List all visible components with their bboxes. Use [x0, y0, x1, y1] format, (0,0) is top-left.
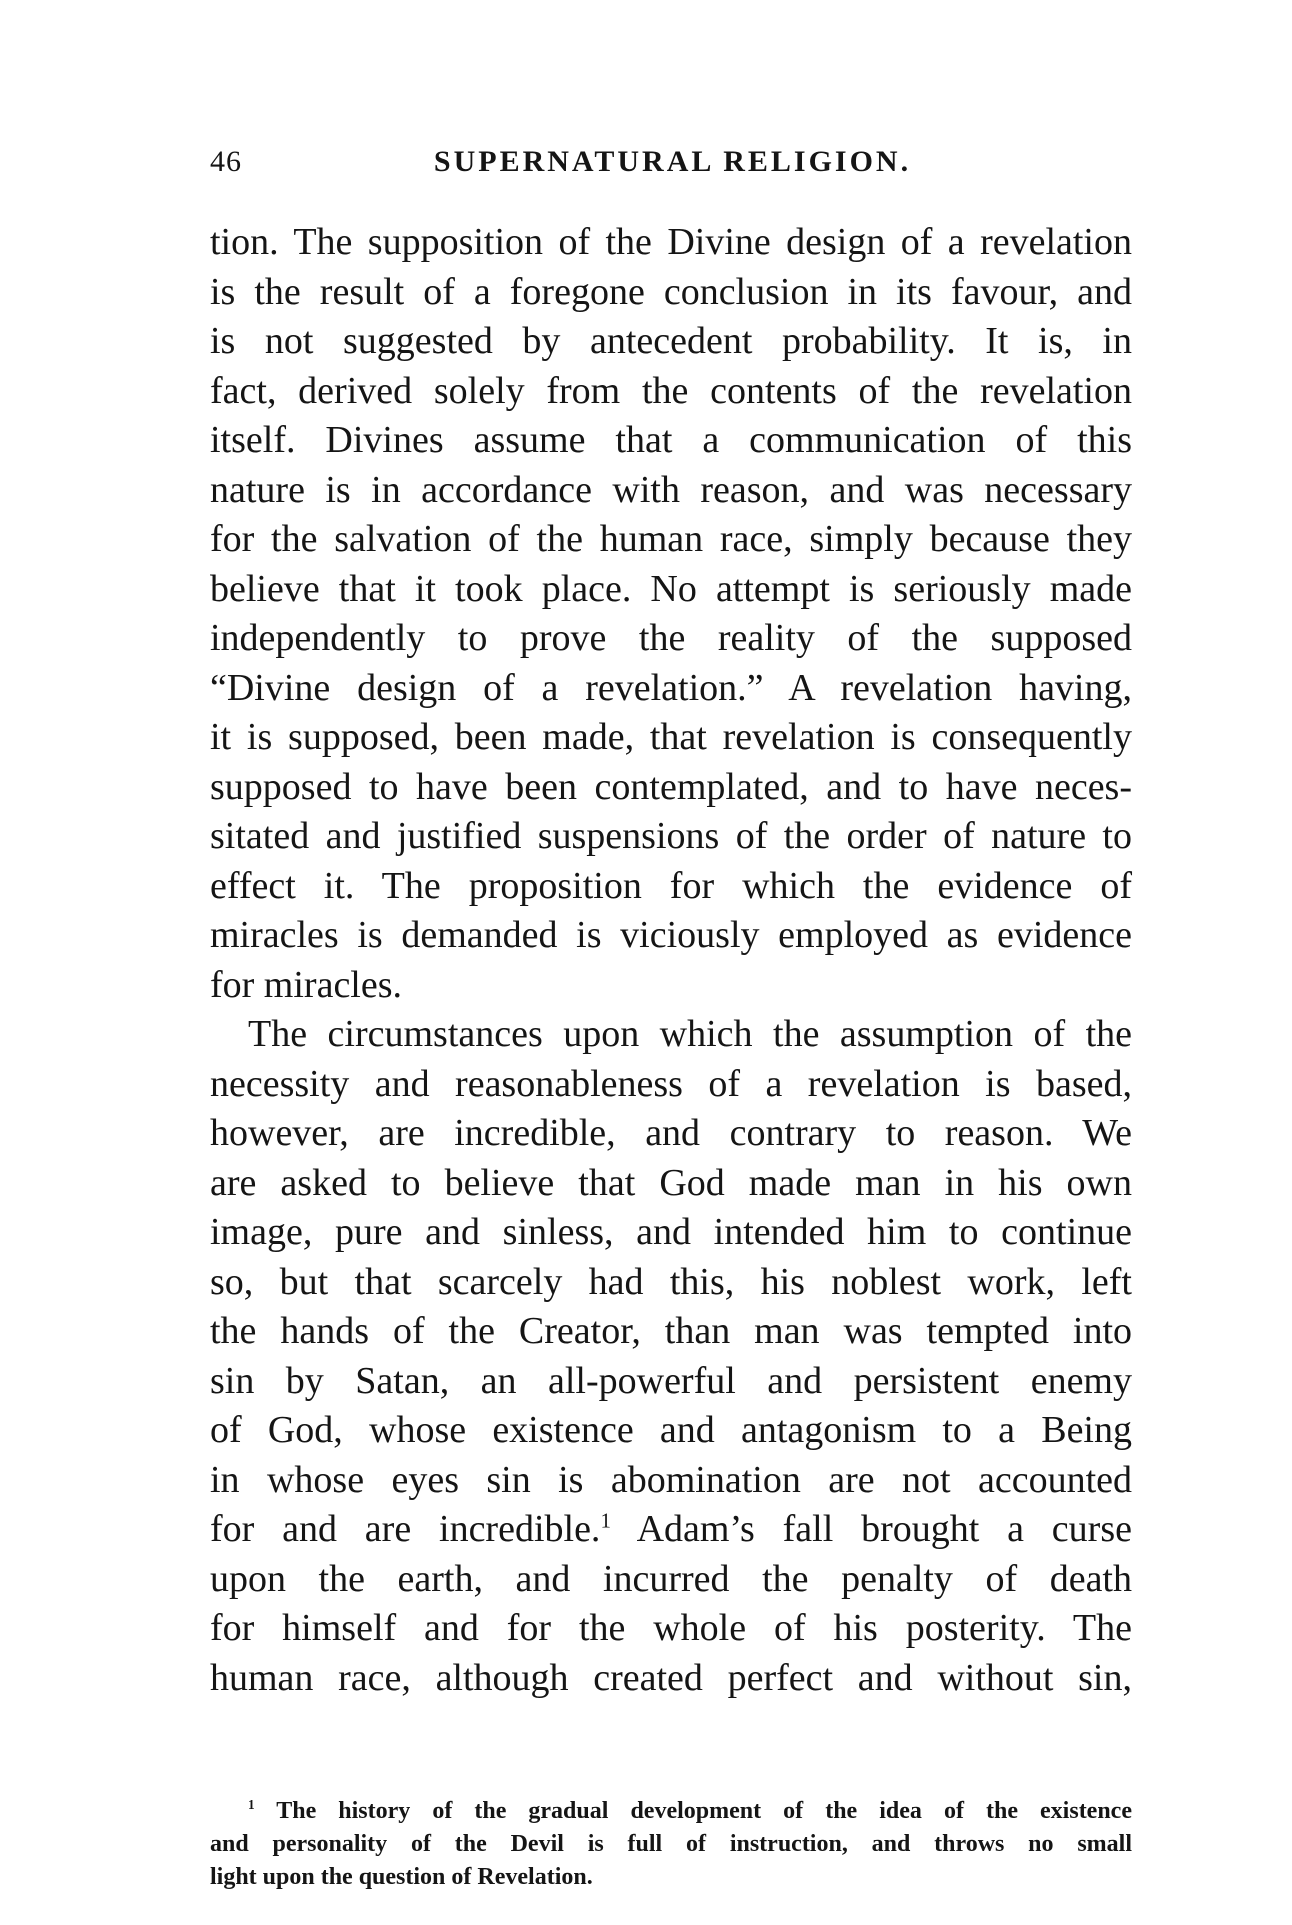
text-segment: for and are incredible. [210, 1508, 601, 1550]
text-line: for miracles. [210, 963, 403, 1006]
footnote-line: light upon the question of Revelation. [210, 1864, 593, 1890]
text-line: sin by Satan, an all-powerful and persistent enemy [210, 1359, 1132, 1402]
text-line: so, but that scarcely had this, his noblest work, left [210, 1260, 1132, 1303]
running-title: SUPERNATURAL RELIGION. [433, 145, 912, 178]
text-line: in whose eyes sin is abomination are not accounted [210, 1458, 1132, 1501]
footnote-marker: 1 [248, 1797, 255, 1812]
text-line: the hands of the Creator, than man was tempted into [210, 1310, 1132, 1352]
text-line: are asked to believe that God made man in his own [210, 1161, 1132, 1204]
paragraph-1 [210, 218, 1132, 1010]
text-line: supposed to have been contemplated, and to have neces- [210, 765, 1132, 808]
text-line: for the salvation of the human race, simply because they [210, 518, 1132, 560]
footnote-line [210, 1795, 1132, 1828]
text-line: nature is in accordance with reason, and was necessary [210, 468, 1132, 511]
text-line: for himself and for the whole of his posterity. The [210, 1607, 1132, 1649]
footnote-line: and personality of the Devil is full of instruction, and throws no small [210, 1831, 1132, 1857]
text-segment: Adam’s fall brought a curse [610, 1508, 1132, 1550]
page-number: 46 [210, 145, 242, 178]
text-line: independently to prove the reality of the supposed [210, 617, 1132, 659]
text-line: is the result of a foregone conclusion in its favour, and [210, 270, 1132, 313]
page-header [210, 145, 1135, 185]
text-line: necessity and reasonableness of a revelation is based, [210, 1062, 1132, 1105]
paragraph-2 [210, 1010, 1132, 1703]
text-line: human race, although created perfect and without sin, [210, 1656, 1132, 1699]
footnote-text: The history of the gradual development of the idea of the existence [276, 1798, 1132, 1824]
text-line: upon the earth, and incurred the penalty of death [210, 1557, 1132, 1600]
text-line: of God, whose existence and antagonism to a Being [210, 1409, 1132, 1451]
body-text [210, 218, 1132, 1703]
text-line: The circumstances upon which the assumption of the [248, 1013, 1132, 1055]
text-line: it is supposed, been made, that revelation is consequently [210, 716, 1132, 758]
text-line: fact, derived solely from the contents of the revelation [210, 369, 1132, 412]
text-line: believe that it took place. No attempt is seriously made [210, 567, 1132, 610]
text-line: itself. Divines assume that a communication of this [210, 419, 1132, 461]
text-line: image, pure and sinless, and intended him to continue [210, 1211, 1132, 1253]
text-line: effect it. The proposition for which the evidence of [210, 864, 1132, 907]
text-line: tion. The supposition of the Divine design of a revelation [210, 221, 1132, 263]
footnote [210, 1795, 1132, 1894]
footnote-reference[interactable]: 1 [600, 1508, 611, 1533]
text-line: “Divine design of a revelation.” A revelation having, [210, 666, 1132, 709]
text-line: sitated and justified suspensions of the order of nature to [210, 815, 1132, 857]
text-line: miracles is demanded is viciously employed as evidence [210, 914, 1132, 956]
text-line: is not suggested by antecedent probability. It is, in [210, 320, 1132, 362]
text-line-with-footnote-ref [210, 1505, 1132, 1555]
text-line: however, are incredible, and contrary to reason. We [210, 1112, 1132, 1154]
